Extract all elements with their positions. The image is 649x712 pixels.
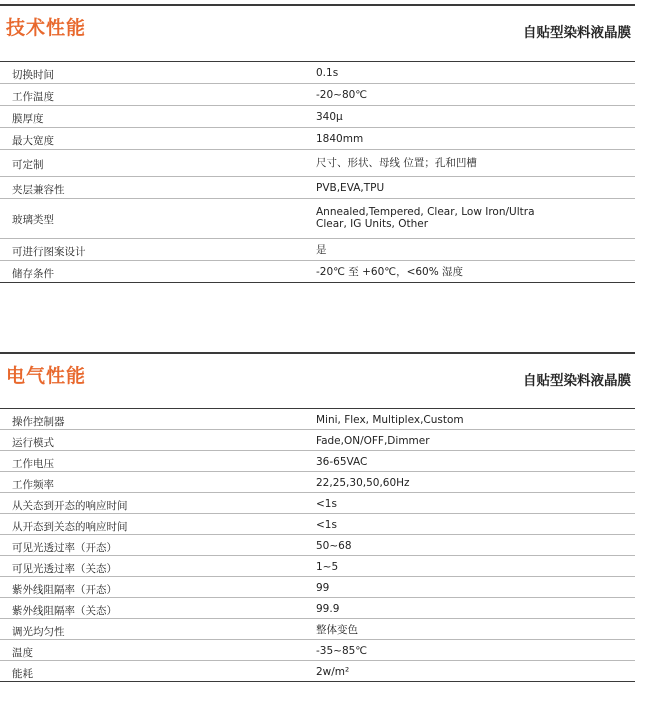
row-label: 调光均匀性	[12, 626, 65, 638]
row-value: -20℃ 至 +60℃，<60% 湿度	[316, 266, 464, 278]
section-subtitle: 自贴型染料液晶膜	[523, 373, 631, 389]
row-label: 工作频率	[12, 479, 54, 491]
technical-spec-table	[0, 61, 635, 283]
row-value: 340μ	[316, 111, 343, 123]
row-label: 可进行图案设计	[12, 246, 86, 258]
table-row	[0, 106, 635, 128]
row-value: 0.1s	[316, 67, 339, 79]
row-value: PVB,EVA,TPU	[316, 182, 385, 194]
row-value: 2w/m²	[316, 666, 350, 678]
section-subtitle: 自贴型染料液晶膜	[523, 25, 631, 41]
table-row	[0, 408, 635, 430]
row-value: 99.9	[316, 603, 340, 615]
row-value: -20~80℃	[316, 89, 368, 101]
row-label: 温度	[12, 647, 33, 659]
section-top-rule	[0, 352, 635, 354]
table-row	[0, 661, 635, 682]
row-label: 从开态到关态的响应时间	[12, 521, 128, 533]
table-row	[0, 556, 635, 577]
row-label: 可定制	[12, 159, 44, 171]
row-value: 22,25,30,50,60Hz	[316, 477, 410, 489]
table-row	[0, 177, 635, 199]
electrical-spec-table	[0, 408, 635, 682]
table-row	[0, 619, 635, 640]
table-row	[0, 430, 635, 451]
table-row	[0, 128, 635, 150]
table-row	[0, 535, 635, 556]
row-label: 可见光透过率（关态）	[12, 563, 117, 575]
table-row	[0, 61, 635, 84]
table-row	[0, 451, 635, 472]
row-label: 紫外线阻隔率（关态）	[12, 605, 117, 617]
row-value: 整体变色	[316, 624, 358, 636]
row-value: 50~68	[316, 540, 352, 552]
row-value: 1840mm	[316, 133, 364, 145]
row-value: Mini, Flex, Multiplex,Custom	[316, 414, 464, 426]
row-value: Fade,ON/OFF,Dimmer	[316, 435, 430, 447]
row-value: 尺寸、形状、母线 位置；孔和凹槽	[316, 157, 477, 169]
table-row	[0, 239, 635, 261]
row-label: 玻璃类型	[12, 214, 54, 226]
row-value: -35~85℃	[316, 645, 368, 657]
table-row	[0, 577, 635, 598]
row-value: 是	[316, 244, 327, 256]
table-row	[0, 493, 635, 514]
row-label: 储存条件	[12, 268, 54, 280]
row-label: 从关态到开态的响应时间	[12, 500, 128, 512]
row-value: <1s	[316, 498, 337, 510]
row-label: 工作温度	[12, 91, 54, 103]
row-label: 工作电压	[12, 458, 54, 470]
table-row	[0, 472, 635, 493]
row-label: 切换时间	[12, 69, 54, 81]
row-label: 最大宽度	[12, 135, 54, 147]
row-label: 能耗	[12, 668, 33, 680]
row-value: 99	[316, 582, 330, 594]
row-value: Annealed,Tempered, Clear, Low Iron/Ultra Clear, IG Units, Other	[316, 206, 535, 230]
section-title: 电气性能	[6, 365, 87, 387]
row-value: <1s	[316, 519, 337, 531]
row-label: 膜厚度	[12, 113, 44, 125]
section-title: 技术性能	[6, 17, 87, 39]
row-label: 可见光透过率（开态）	[12, 542, 117, 554]
table-row	[0, 84, 635, 106]
table-row	[0, 598, 635, 619]
row-label: 操作控制器	[12, 416, 65, 428]
row-value: 1~5	[316, 561, 339, 573]
row-label: 紫外线阻隔率（开态）	[12, 584, 117, 596]
table-row	[0, 150, 635, 177]
table-row	[0, 640, 635, 661]
row-value: 36-65VAC	[316, 456, 368, 468]
section-top-rule	[0, 4, 635, 6]
table-row	[0, 199, 635, 239]
table-row	[0, 261, 635, 283]
row-label: 运行模式	[12, 437, 54, 449]
row-label: 夹层兼容性	[12, 184, 65, 196]
table-row	[0, 514, 635, 535]
